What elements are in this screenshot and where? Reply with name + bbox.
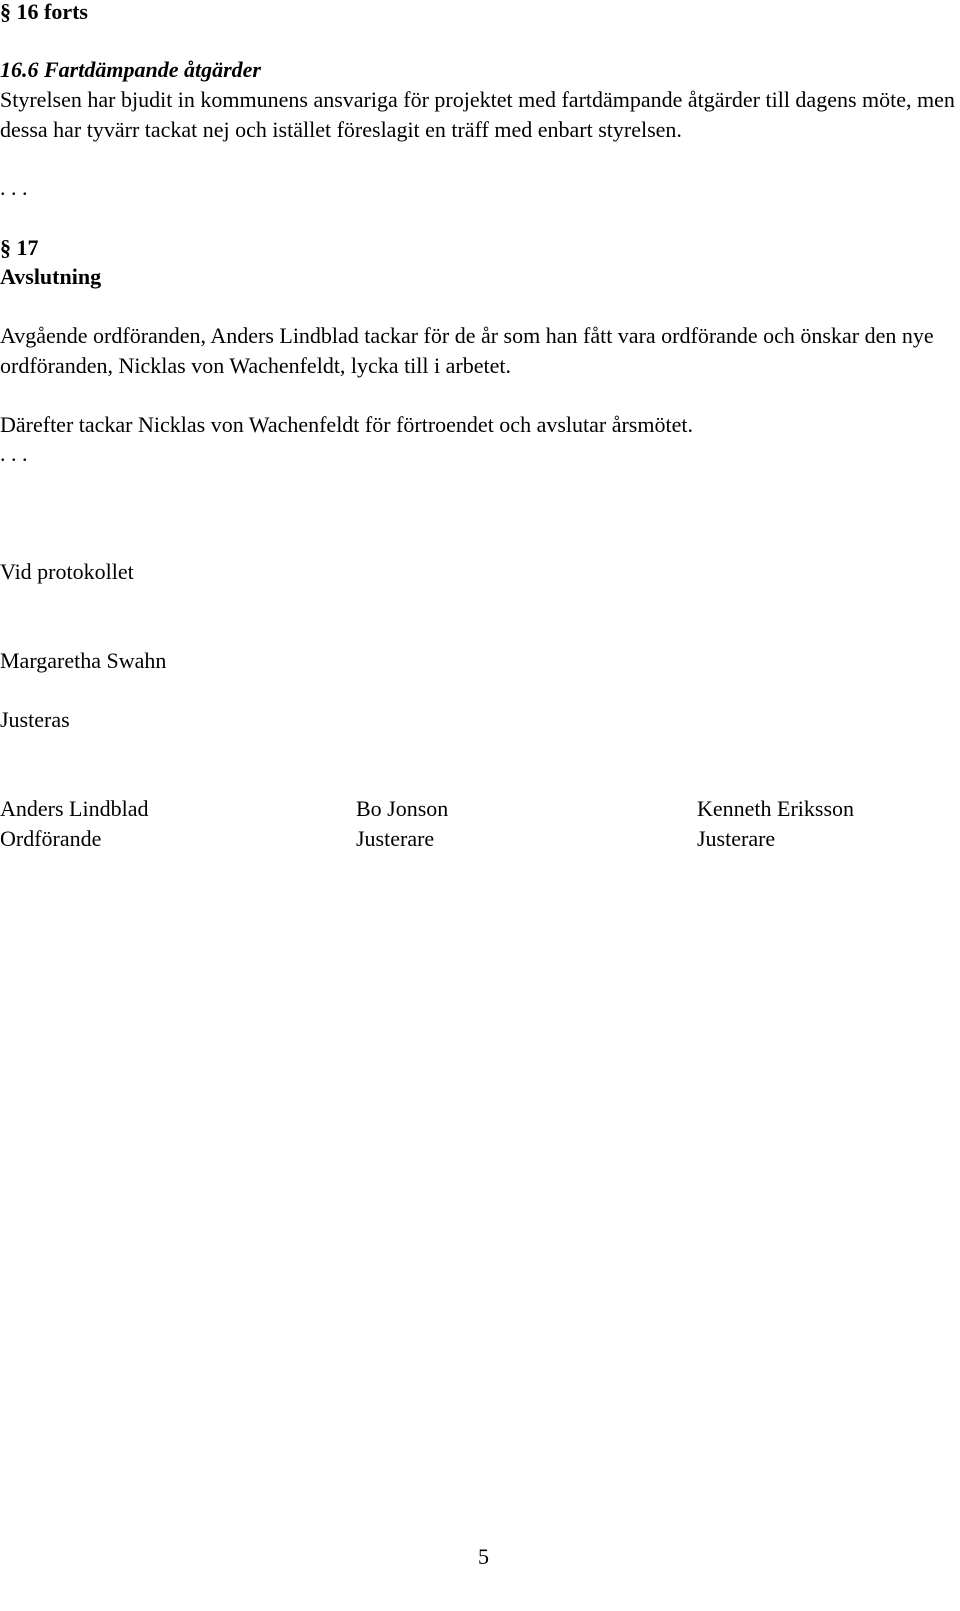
section-17-title: Avslutning [0,264,102,289]
signatory-role: Ordförande [0,826,102,851]
section-17-paragraph-1: Avgående ordföranden, Anders Lindblad tackar för de år som han fått vara ordförande och önskar den nye ordföranden, Nicklas von Wachenfeldt, lycka till i arbetet. [0,323,934,378]
justeras-label: Justeras [0,707,70,732]
signatory-2 [356,794,448,854]
ellipsis-2: . . . [0,441,28,466]
ellipsis-1: . . . [0,175,28,200]
section-17-paragraph-2: Därefter tackar Nicklas von Wachenfeldt för förtroendet och avslutar årsmötet. [0,412,693,437]
section-16-6-heading: 16.6 Fartdämpande åtgärder [0,57,261,82]
signatory-1 [0,794,148,854]
vid-protokollet-label: Vid protokollet [0,559,134,584]
signatory-name: Anders Lindblad [0,796,149,821]
signatory-role: Justerare [697,826,776,851]
section-17-number: § 17 [0,235,39,260]
signatory-name: Kenneth Eriksson [697,796,855,821]
signatory-role: Justerare [356,826,435,851]
secretary-name: Margaretha Swahn [0,648,167,673]
page-number: 5 [478,1544,489,1569]
section-16-heading: § 16 forts [0,0,88,24]
signatory-name: Bo Jonson [356,796,449,821]
section-16-6-body: Styrelsen har bjudit in kommunens ansvariga för projektet med fartdämpande åtgärder till dagens möte, men dessa har tyvärr tackat nej och istället föreslagit en träff med enbart styrelsen. [0,87,955,142]
signatory-3 [697,794,854,854]
